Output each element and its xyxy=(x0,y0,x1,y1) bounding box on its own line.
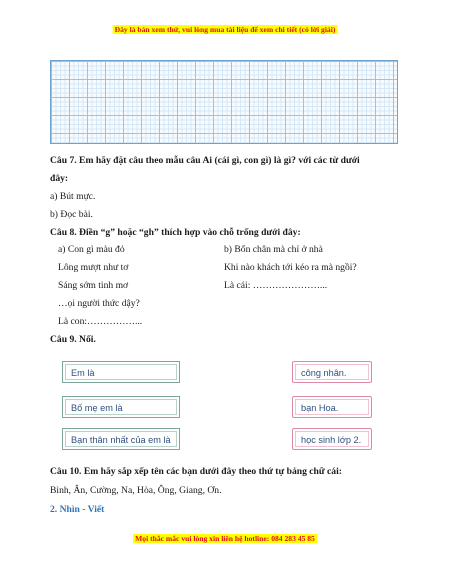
q7-title-line2: đây: xyxy=(50,173,69,184)
match-right-box[interactable]: bạn Hoa. xyxy=(292,396,372,418)
match-left-box[interactable]: Em là xyxy=(62,361,180,383)
q8-left-line: …ọi người thức dậy? xyxy=(58,298,140,309)
q7-item-a: a) Bút mực. xyxy=(50,191,96,202)
handwriting-grid xyxy=(50,60,398,144)
q8-left-line: Lông mượt như tơ xyxy=(58,262,129,273)
section-2-title: 2. Nhìn - Viết xyxy=(50,504,105,515)
q8-right-line: Là cái: …………………... xyxy=(224,280,328,291)
q7-title-line1: Câu 7. Em hãy đặt câu theo mẫu câu Ai (cái gì, con gì) là gì? với các từ dưới xyxy=(50,155,360,166)
match-right-box[interactable]: công nhân. xyxy=(292,361,372,383)
q7-item-b: b) Đọc bài. xyxy=(50,209,93,220)
match-left-box[interactable]: Bạn thân nhất của em là xyxy=(62,428,180,450)
hotline-footer-banner: Mọi thắc mắc vui lòng xin liên hệ hotline: 084 283 45 85 xyxy=(135,534,315,543)
q8-title: Câu 8. Điền “g” hoặc “gh” thích hợp vào chỗ trống dưới đây: xyxy=(50,227,301,238)
q8-right-line: Khi nào khách tới kéo ra mà ngồi? xyxy=(224,262,357,273)
preview-notice-banner: Đây là bản xem thử, vui lòng mua tài liệu để xem chi tiết (có lời giải) xyxy=(114,25,336,34)
q9-title: Câu 9. Nối. xyxy=(50,334,96,345)
q8-left-line: Sáng sớm tinh mơ xyxy=(58,280,129,291)
q8-left-line: Là con:……………... xyxy=(58,316,143,327)
q8-right-line: b) Bốn chân mà chỉ ở nhà xyxy=(224,244,323,255)
q10-title: Câu 10. Em hãy sắp xếp tên các bạn dưới đây theo thứ tự bảng chữ cái: xyxy=(50,466,342,477)
q10-names: Bình, Ân, Cường, Na, Hòa, Ông, Giang, Ơn. xyxy=(50,485,222,496)
match-left-box[interactable]: Bố mẹ em là xyxy=(62,396,180,418)
match-right-box[interactable]: học sinh lớp 2. xyxy=(292,428,372,450)
q8-left-line: a) Con gì màu đỏ xyxy=(58,244,125,255)
